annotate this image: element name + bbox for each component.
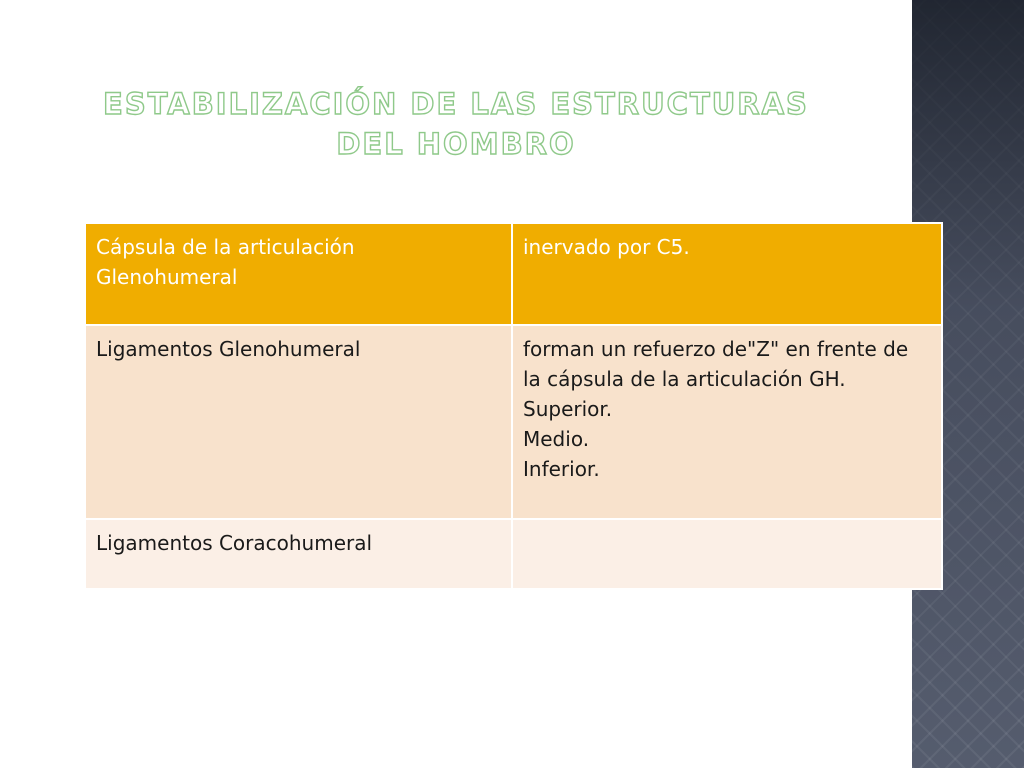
table-cell: Ligamentos Glenohumeral [85, 325, 512, 519]
table-cell: forman un refuerzo de"Z" en frente de la cápsula de la articulación GH. Superior. Medio. Inferior. [512, 325, 942, 519]
content-table [84, 222, 943, 590]
table-cell: Cápsula de la articulación Glenohumeral [85, 223, 512, 325]
slide-title: ESTABILIZACIÓN DE LAS ESTRUCTURAS DEL HOMBRO [103, 87, 809, 161]
table-row [85, 325, 942, 519]
table-cell: inervado por C5. [512, 223, 942, 325]
table-row [85, 519, 942, 589]
table-cell: Ligamentos Coracohumeral [85, 519, 512, 589]
table-row [85, 223, 942, 325]
table-cell [512, 519, 942, 589]
